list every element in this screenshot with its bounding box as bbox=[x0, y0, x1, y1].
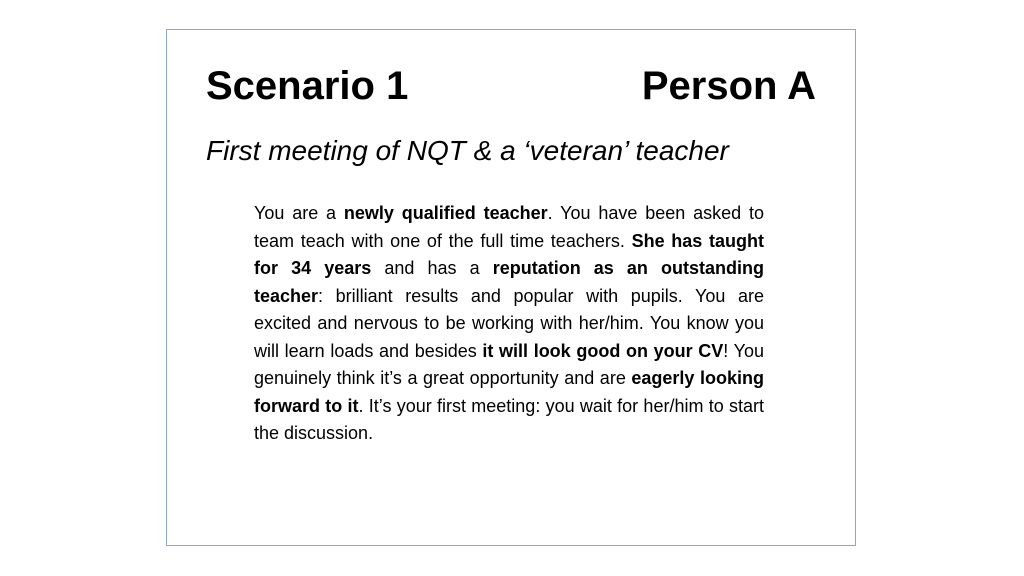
title-row bbox=[206, 60, 816, 116]
description-segment: : brilliant results and popular with pupils. You are excited and nervous to be working with her/him. You know you will learn loads and besides bbox=[254, 285, 764, 361]
description-segment: . You have been asked to team teach with one of the full time teachers. bbox=[254, 203, 765, 251]
description-segment: ! You genuinely think it’s a great opportunity and are bbox=[254, 340, 764, 388]
description-emphasis: newly qualified teacher bbox=[343, 203, 548, 223]
scenario-subtitle: First meeting of NQT & a ‘veteran’ teacher bbox=[206, 135, 729, 166]
description-segment: and has a bbox=[371, 258, 493, 278]
description-emphasis: She has taught for 34 years bbox=[254, 230, 764, 278]
scenario-title: Scenario 1 bbox=[206, 64, 409, 108]
description-emphasis: eagerly looking forward to it bbox=[254, 368, 764, 416]
description-segment: You are a bbox=[254, 203, 344, 223]
description-emphasis: it will look good on your CV bbox=[482, 340, 724, 361]
description-segment: . It’s your first meeting: you wait for her/him to start the discussion. bbox=[254, 395, 764, 443]
scenario-description bbox=[254, 200, 764, 448]
person-title: Person A bbox=[641, 64, 816, 108]
description-emphasis: reputation as an outstanding teacher bbox=[254, 258, 764, 306]
